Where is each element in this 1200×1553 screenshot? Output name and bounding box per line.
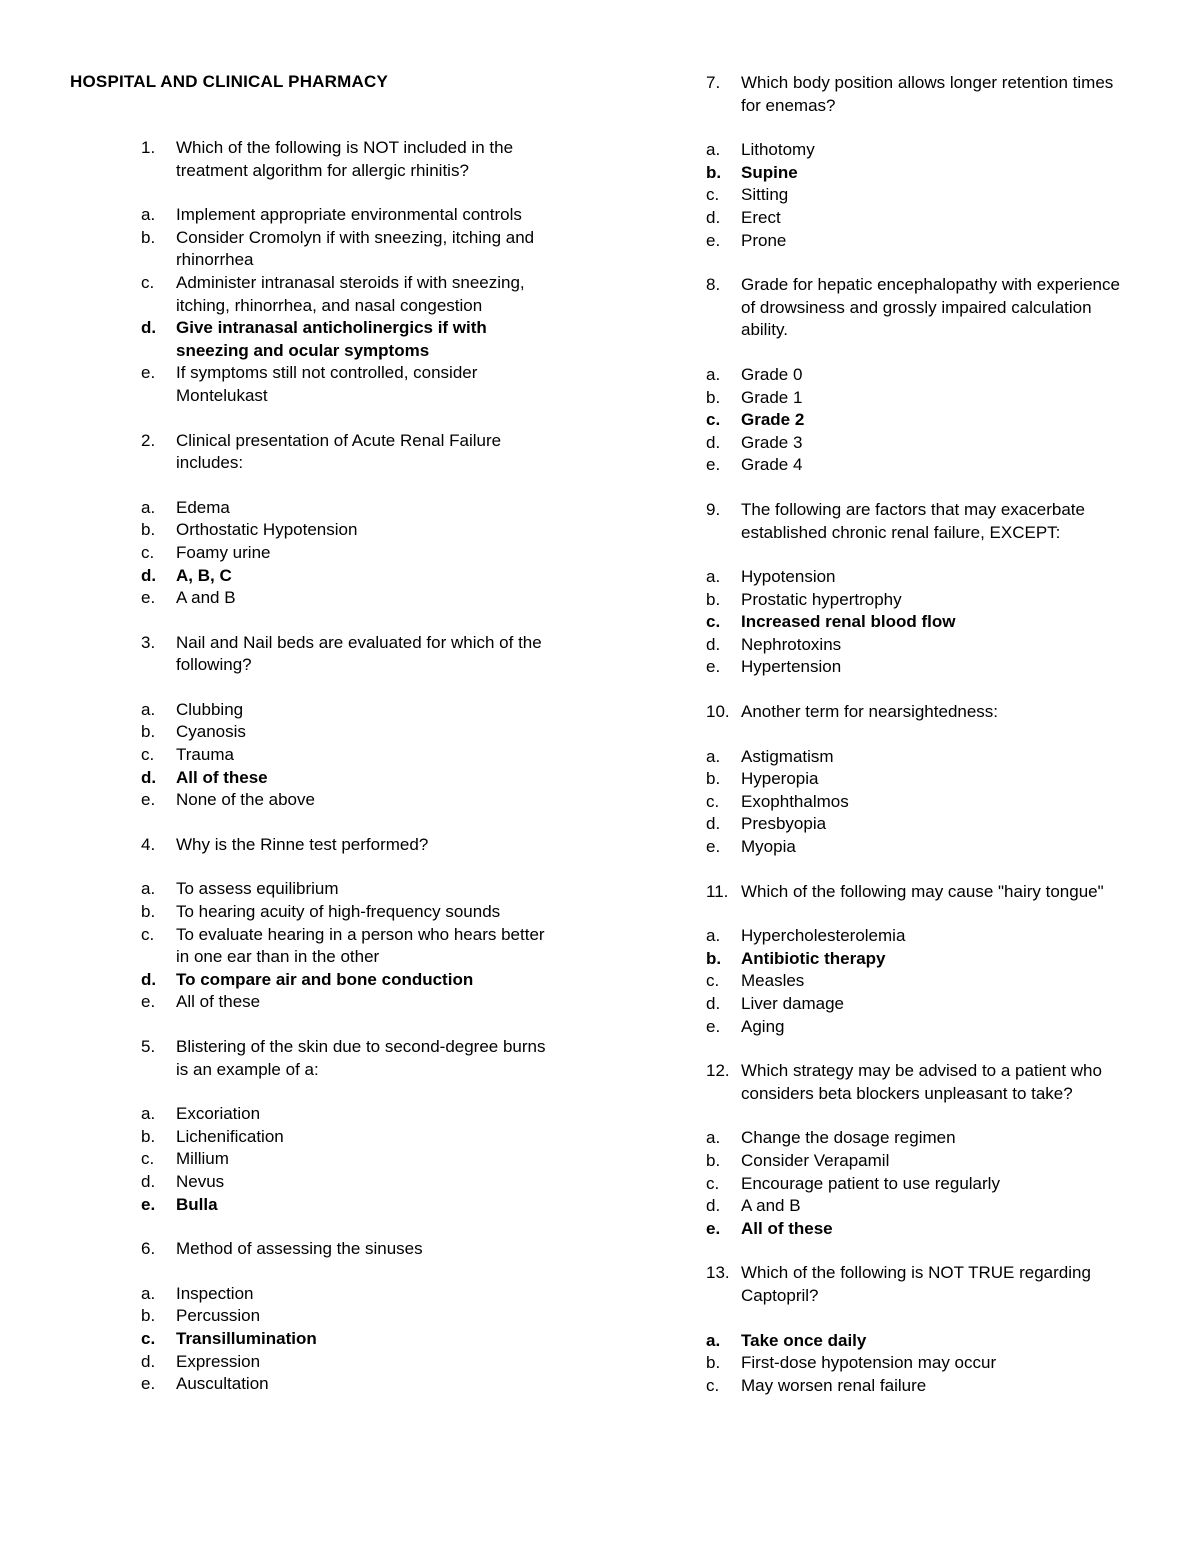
option-letter: c. — [141, 542, 155, 562]
answer-option — [141, 272, 561, 317]
option-text: Transillumination — [176, 1328, 317, 1348]
option-letter: c. — [706, 1375, 720, 1395]
answer-option — [141, 721, 561, 744]
answer-option — [706, 746, 1126, 769]
option-text: Hypotension — [741, 567, 836, 587]
question-stem — [141, 137, 561, 182]
option-letter: e. — [706, 1218, 721, 1238]
option-letter: b. — [706, 1150, 721, 1170]
answer-options — [706, 746, 1126, 859]
question-text: Which of the following is NOT included in the treatment algorithm for allergic rhinitis? — [176, 138, 514, 180]
option-letter: d. — [706, 207, 721, 227]
answer-option — [141, 227, 561, 272]
option-text: To compare air and bone conduction — [176, 969, 474, 989]
option-text: Measles — [741, 971, 805, 991]
answer-option — [141, 901, 561, 924]
option-letter: c. — [141, 924, 155, 944]
answer-option — [706, 1016, 1126, 1039]
question-number: 2. — [141, 430, 156, 450]
option-letter: a. — [141, 699, 156, 719]
answer-option — [706, 1173, 1126, 1196]
question-text: Another term for nearsightedness: — [741, 702, 999, 722]
answer-option-correct — [141, 969, 561, 992]
answer-options — [706, 1127, 1126, 1240]
option-letter: b. — [706, 162, 722, 182]
option-letter: e. — [706, 657, 721, 677]
option-letter: c. — [706, 410, 721, 430]
answer-option — [141, 1351, 561, 1374]
option-letter: b. — [141, 1126, 156, 1146]
option-text: Consider Verapamil — [741, 1150, 890, 1170]
question-7 — [706, 72, 1126, 252]
answer-option — [706, 970, 1126, 993]
option-text: A, B, C — [176, 565, 232, 585]
question-5 — [141, 1036, 561, 1216]
option-text: All of these — [741, 1218, 833, 1238]
option-text: All of these — [176, 992, 261, 1012]
option-text: Hypertension — [741, 657, 842, 677]
option-text: Take once daily — [741, 1330, 867, 1350]
question-text: Which of the following is NOT TRUE regarding Captopril? — [741, 1263, 1091, 1305]
question-2 — [141, 430, 561, 610]
question-stem — [706, 701, 1126, 724]
question-number: 4. — [141, 834, 156, 854]
option-letter: d. — [141, 767, 157, 787]
option-text: A and B — [741, 1196, 801, 1216]
answer-options — [141, 204, 561, 407]
question-stem — [706, 881, 1126, 904]
answer-option — [706, 364, 1126, 387]
question-12 — [706, 1060, 1126, 1240]
answer-option — [706, 139, 1126, 162]
answer-option — [706, 1127, 1126, 1150]
option-text: Auscultation — [176, 1374, 269, 1394]
answer-option-correct — [706, 1218, 1126, 1241]
answer-option-correct — [706, 611, 1126, 634]
option-letter: e. — [706, 455, 721, 475]
option-letter: e. — [141, 588, 156, 608]
option-text: Edema — [176, 497, 230, 517]
question-number: 3. — [141, 632, 156, 652]
answer-option — [706, 1352, 1126, 1375]
answer-option — [706, 230, 1126, 253]
question-number: 10. — [706, 702, 730, 722]
option-text: Grade 0 — [741, 364, 803, 384]
answer-option — [141, 878, 561, 901]
option-text: Liver damage — [741, 994, 845, 1013]
answer-option-correct — [141, 565, 561, 588]
option-text: Grade 4 — [741, 455, 803, 475]
option-letter: d. — [141, 318, 157, 338]
answer-option — [706, 925, 1126, 948]
question-number: 7. — [706, 73, 721, 92]
option-text: Prostatic hypertrophy — [741, 589, 902, 609]
option-text: Excoriation — [176, 1104, 261, 1124]
option-text: Lithotomy — [741, 140, 815, 160]
answer-option-correct — [141, 317, 561, 362]
answer-option — [706, 207, 1126, 230]
answer-option — [141, 1283, 561, 1306]
question-number: 12. — [706, 1061, 730, 1081]
question-number: 1. — [141, 138, 156, 157]
question-number: 5. — [141, 1037, 156, 1056]
question-stem — [706, 1262, 1126, 1307]
option-text: Foamy urine — [176, 542, 271, 562]
answer-option — [141, 1373, 561, 1396]
option-text: To hearing acuity of high-frequency sounds — [176, 902, 501, 922]
answer-option — [141, 1126, 561, 1149]
option-text: Clubbing — [176, 699, 244, 719]
answer-option — [706, 454, 1126, 477]
option-letter: b. — [141, 520, 156, 540]
answer-options — [706, 1330, 1126, 1398]
question-8 — [706, 274, 1126, 477]
option-text: Grade 1 — [741, 387, 803, 407]
option-text: To evaluate hearing in a person who hears better in one ear than in the other — [176, 924, 545, 967]
option-letter: d. — [706, 1196, 721, 1216]
option-text: Hyperopia — [741, 769, 819, 789]
option-letter: a. — [706, 1128, 721, 1148]
question-3 — [141, 632, 561, 812]
option-text: Trauma — [176, 745, 234, 765]
option-letter: d. — [706, 994, 721, 1013]
option-text: Bulla — [176, 1194, 218, 1214]
option-letter: c. — [141, 1149, 155, 1169]
option-letter: a. — [706, 567, 721, 587]
question-text: Which strategy may be advised to a patient who considers beta blockers unpleasant to take? — [741, 1061, 1102, 1103]
option-text: All of these — [176, 767, 268, 787]
answer-option — [706, 791, 1126, 814]
option-text: Administer intranasal steroids if with sneezing, itching, rhinorrhea, and nasal congestion — [176, 272, 525, 315]
answer-options — [141, 1103, 561, 1216]
option-text: Astigmatism — [741, 746, 834, 766]
option-text: Implement appropriate environmental controls — [176, 205, 522, 225]
option-letter: b. — [706, 589, 721, 609]
option-letter: a. — [706, 746, 721, 766]
answer-option — [706, 768, 1126, 791]
answer-option — [141, 924, 561, 969]
option-letter: e. — [141, 992, 156, 1012]
option-text: Give intranasal anticholinergics if with sneezing and ocular symptoms — [176, 318, 487, 360]
option-letter: b. — [706, 1353, 721, 1373]
answer-options — [706, 566, 1126, 679]
option-text: May worsen renal failure — [741, 1375, 927, 1395]
option-text: Inspection — [176, 1283, 254, 1303]
option-text: Change the dosage regimen — [741, 1128, 956, 1148]
option-text: Nephrotoxins — [741, 634, 842, 654]
answer-option — [141, 1171, 561, 1194]
question-stem — [141, 834, 561, 857]
option-letter: c. — [706, 185, 720, 205]
option-text: Expression — [176, 1351, 261, 1371]
option-text: First-dose hypotension may occur — [741, 1353, 997, 1373]
answer-options — [706, 925, 1126, 1038]
right-column — [706, 72, 1126, 1419]
question-stem — [141, 430, 561, 475]
option-text: A and B — [176, 588, 236, 608]
question-text: The following are factors that may exacerbate established chronic renal failure, EXCEPT: — [741, 499, 1085, 542]
option-letter: c. — [141, 272, 155, 292]
answer-option-correct — [706, 948, 1126, 971]
option-text: Antibiotic therapy — [741, 948, 886, 968]
option-text: Millium — [176, 1149, 229, 1169]
answer-option — [141, 587, 561, 610]
option-letter: b. — [141, 722, 156, 742]
answer-option — [706, 566, 1126, 589]
option-letter: a. — [141, 205, 156, 225]
option-letter: a. — [706, 1330, 721, 1350]
option-text: Consider Cromolyn if with sneezing, itching and rhinorrhea — [176, 227, 535, 270]
option-text: Nevus — [176, 1171, 225, 1191]
question-number: 11. — [706, 881, 729, 901]
answer-option — [141, 519, 561, 542]
answer-option — [706, 993, 1126, 1016]
answer-option-correct — [706, 409, 1126, 432]
question-10 — [706, 701, 1126, 859]
option-letter: a. — [141, 879, 156, 899]
option-letter: d. — [141, 1171, 156, 1191]
option-letter: a. — [141, 1283, 156, 1303]
answer-option — [141, 1103, 561, 1126]
question-11 — [706, 881, 1126, 1039]
option-letter: a. — [706, 926, 721, 946]
question-stem — [706, 1060, 1126, 1105]
question-text: Which body position allows longer retention times for enemas? — [741, 73, 1114, 115]
answer-option — [706, 1150, 1126, 1173]
option-letter: c. — [141, 1328, 156, 1348]
question-stem — [141, 1036, 561, 1081]
option-letter: a. — [141, 1104, 156, 1124]
answer-option — [141, 789, 561, 812]
question-text: Nail and Nail beds are evaluated for which of the following? — [176, 632, 542, 675]
option-text: Percussion — [176, 1306, 261, 1326]
option-letter: e. — [706, 837, 721, 857]
option-text: Cyanosis — [176, 722, 246, 742]
option-letter: d. — [141, 565, 157, 585]
question-number: 6. — [141, 1239, 156, 1259]
option-letter: b. — [141, 902, 156, 922]
option-letter: b. — [706, 769, 721, 789]
option-text: Sitting — [741, 185, 789, 205]
option-letter: d. — [141, 969, 157, 989]
answer-option — [706, 184, 1126, 207]
answer-option — [141, 1148, 561, 1171]
question-text: Method of assessing the sinuses — [176, 1239, 423, 1259]
option-letter: c. — [706, 791, 720, 811]
answer-options — [141, 1283, 561, 1396]
question-6 — [141, 1238, 561, 1396]
answer-options — [141, 699, 561, 812]
answer-option — [141, 744, 561, 767]
option-text: Orthostatic Hypotension — [176, 520, 358, 540]
option-text: Presbyopia — [741, 814, 827, 834]
answer-option — [706, 836, 1126, 859]
option-text: None of the above — [176, 790, 315, 810]
option-letter: a. — [706, 140, 721, 160]
question-text: Why is the Rinne test performed? — [176, 834, 429, 854]
option-letter: b. — [141, 227, 156, 247]
option-letter: e. — [706, 1016, 721, 1036]
answer-option — [706, 1195, 1126, 1218]
answer-option — [706, 634, 1126, 657]
option-letter: d. — [706, 814, 721, 834]
question-number: 9. — [706, 499, 721, 519]
option-letter: c. — [706, 612, 721, 632]
option-text: Myopia — [741, 837, 796, 857]
answer-option — [141, 991, 561, 1014]
answer-option — [706, 656, 1126, 679]
question-9 — [706, 499, 1126, 679]
answer-option — [141, 362, 561, 407]
option-letter: b. — [706, 948, 722, 968]
question-text: Which of the following may cause "hairy tongue" — [741, 881, 1104, 901]
answer-options — [141, 878, 561, 1014]
option-letter: b. — [706, 387, 721, 407]
option-text: Supine — [741, 162, 798, 182]
answer-option — [706, 813, 1126, 836]
question-stem — [141, 632, 561, 677]
option-text: Grade 3 — [741, 432, 803, 452]
option-letter: e. — [141, 1194, 156, 1214]
answer-option — [141, 699, 561, 722]
option-text: Aging — [741, 1016, 785, 1036]
question-stem — [706, 499, 1126, 544]
option-letter: e. — [706, 230, 721, 250]
option-text: Encourage patient to use regularly — [741, 1173, 1000, 1193]
question-text: Blistering of the skin due to second-degree burns is an example of a: — [176, 1037, 546, 1079]
question-4 — [141, 834, 561, 1014]
answer-option — [141, 1305, 561, 1328]
option-letter: e. — [141, 790, 156, 810]
left-column — [141, 137, 561, 1418]
option-text: Hypercholesterolemia — [741, 926, 906, 946]
answer-option — [706, 589, 1126, 612]
answer-options — [706, 364, 1126, 477]
option-letter: a. — [706, 364, 721, 384]
question-text: Grade for hepatic encephalopathy with experience of drowsiness and grossly impaired calculation ability. — [741, 275, 1120, 340]
answer-options — [141, 497, 561, 610]
question-text: Clinical presentation of Acute Renal Failure includes: — [176, 430, 502, 473]
option-letter: d. — [141, 1351, 156, 1371]
option-text: Prone — [741, 230, 787, 250]
option-letter: c. — [706, 971, 720, 991]
option-text: Lichenification — [176, 1126, 284, 1146]
option-letter: b. — [141, 1306, 156, 1326]
answer-option — [706, 432, 1126, 455]
option-text: Exophthalmos — [741, 791, 849, 811]
answer-options — [706, 139, 1126, 252]
option-letter: d. — [706, 634, 721, 654]
page-title: HOSPITAL AND CLINICAL PHARMACY — [70, 72, 388, 91]
question-13 — [706, 1262, 1126, 1397]
answer-option-correct — [706, 1330, 1126, 1353]
question-stem — [706, 72, 1126, 117]
option-letter: d. — [706, 432, 721, 452]
question-1 — [141, 137, 561, 408]
answer-option — [706, 1375, 1126, 1398]
question-number: 8. — [706, 275, 721, 295]
option-text: Increased renal blood flow — [741, 612, 956, 632]
question-stem — [141, 1238, 561, 1261]
option-letter: c. — [706, 1173, 720, 1193]
answer-option-correct — [141, 767, 561, 790]
question-stem — [706, 274, 1126, 342]
question-number: 13. — [706, 1263, 730, 1283]
option-text: Erect — [741, 207, 781, 227]
option-letter: e. — [141, 363, 156, 383]
answer-option-correct — [141, 1328, 561, 1351]
option-text: If symptoms still not controlled, consider Montelukast — [176, 363, 478, 405]
answer-option-correct — [706, 162, 1126, 185]
answer-option — [141, 204, 561, 227]
option-letter: c. — [141, 745, 155, 765]
answer-option — [141, 497, 561, 520]
option-text: Grade 2 — [741, 410, 805, 430]
option-letter: a. — [141, 497, 156, 517]
answer-option — [706, 387, 1126, 410]
answer-option — [141, 542, 561, 565]
option-letter: e. — [141, 1374, 156, 1394]
answer-option-correct — [141, 1194, 561, 1217]
option-text: To assess equilibrium — [176, 879, 339, 899]
